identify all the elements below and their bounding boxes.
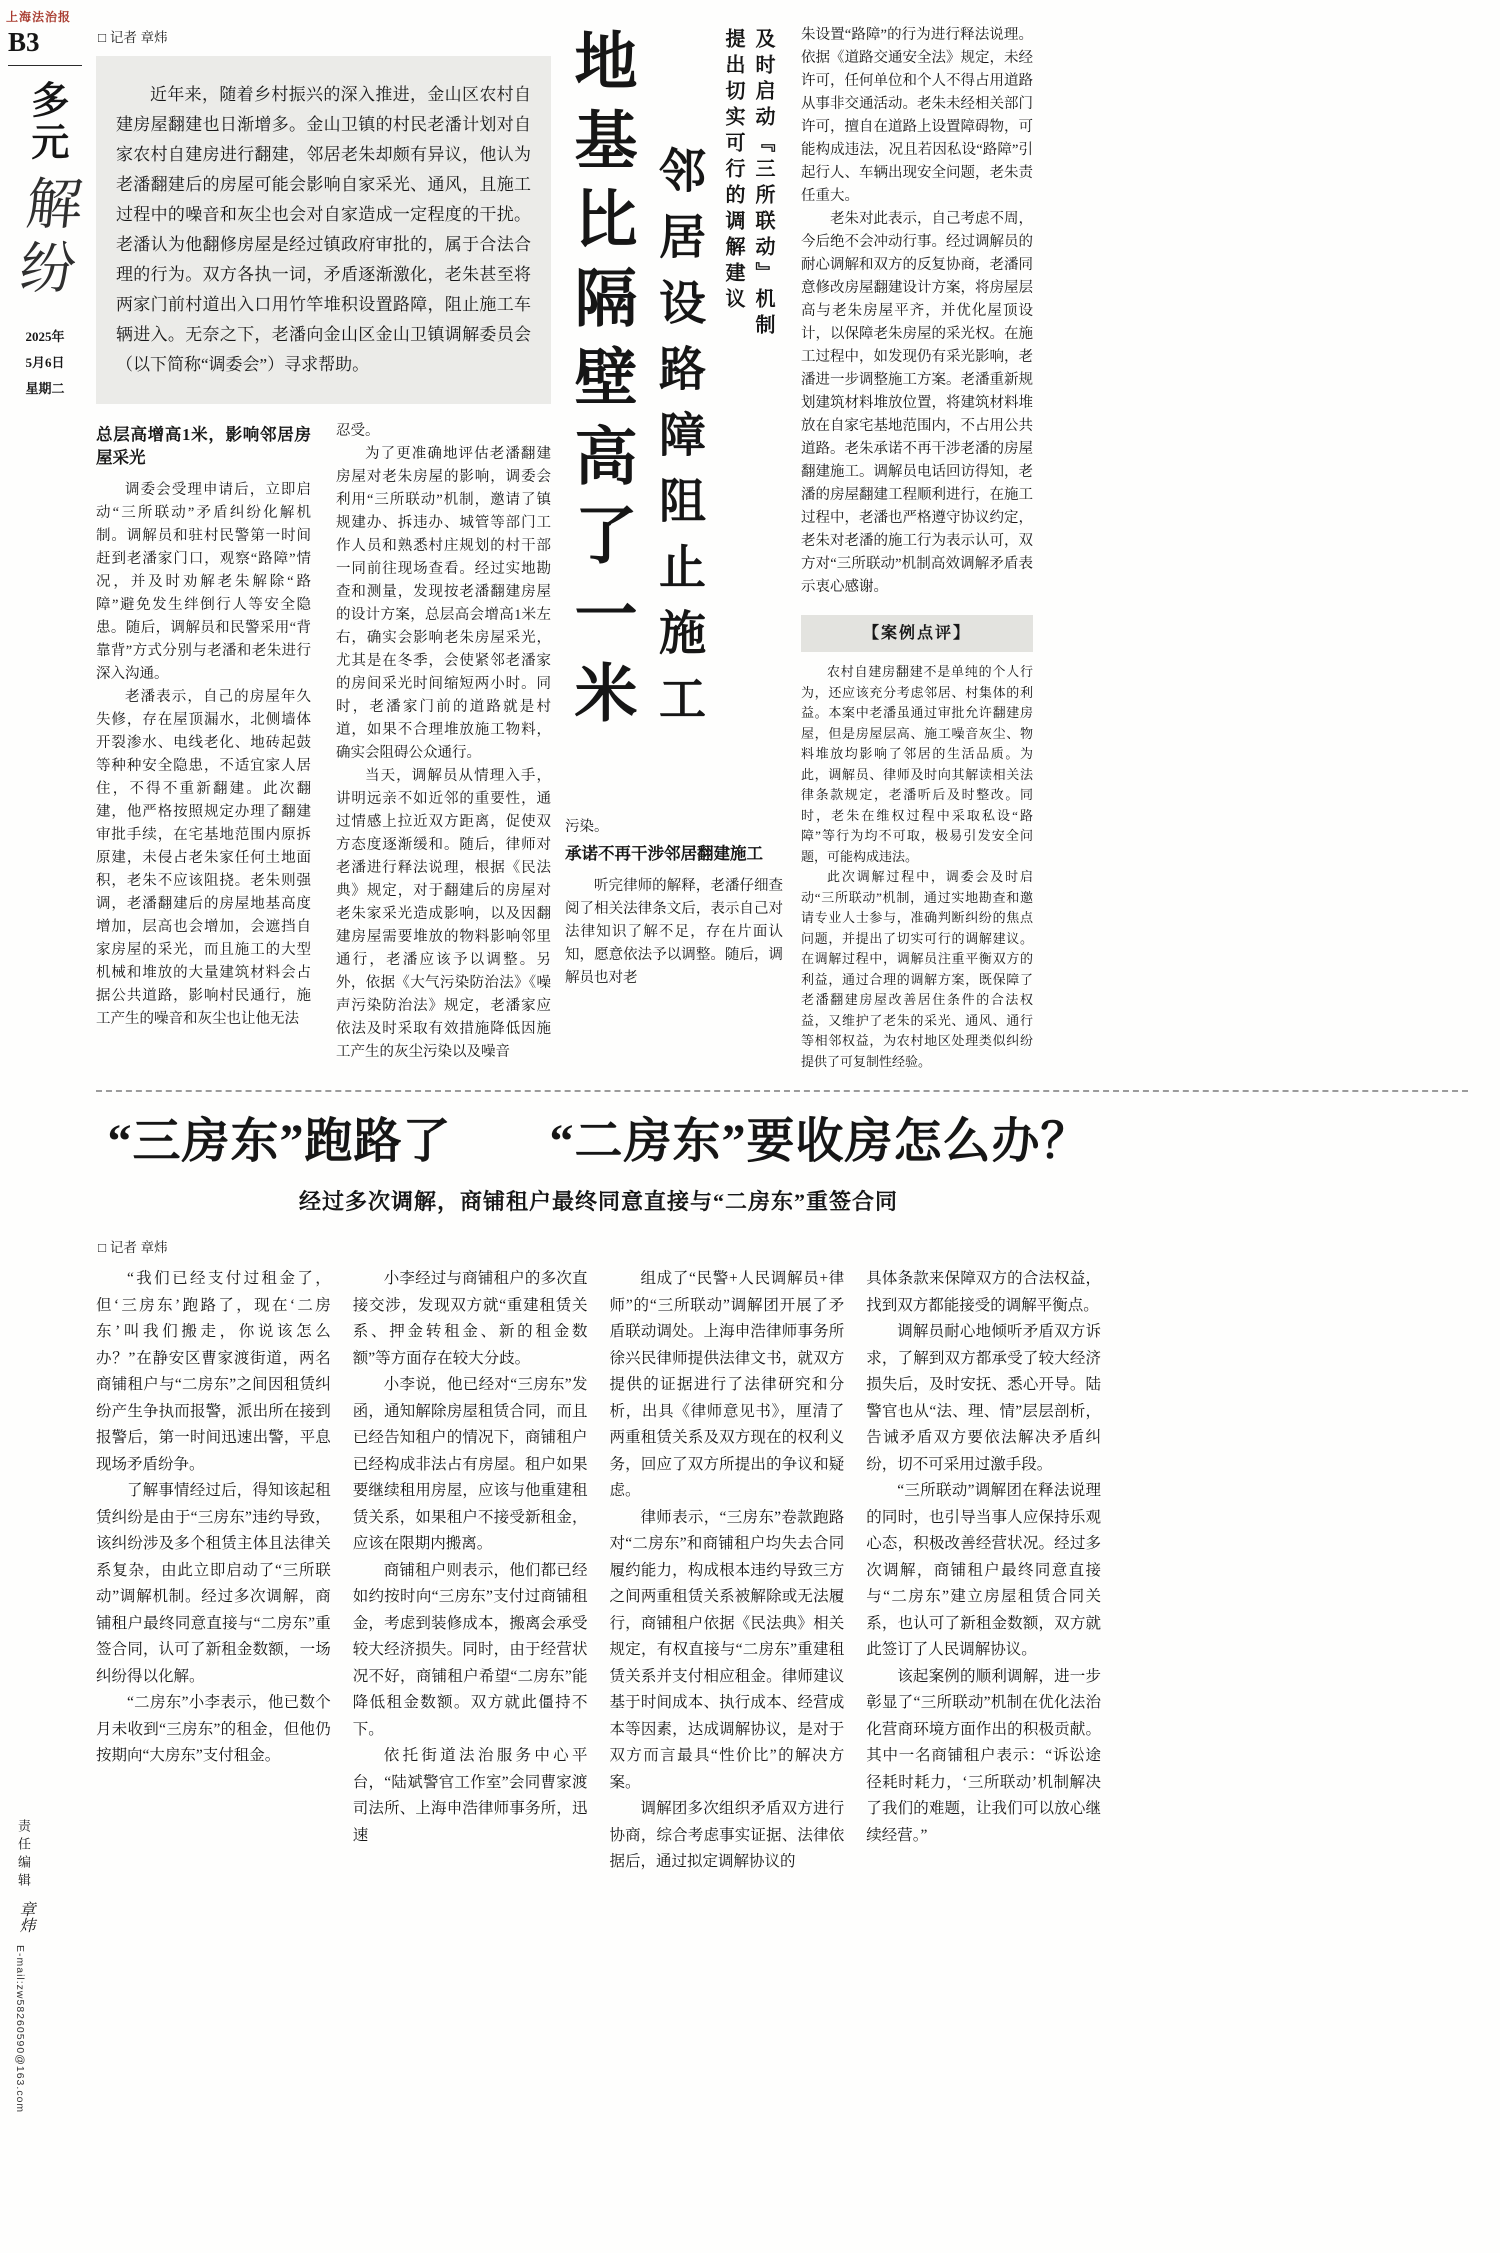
body-paragraph: 律师表示，“三房东”卷款跑路对“二房东”和商铺租户均失去合同履约能力，构成根本违约导致三方之间两重租赁关系被解除或无法履行，商铺租户依据《民法典》相关规定，有权直接与“二房东”重建租赁关系并支付相应租金。律师建议基于时间成本、执行成本、经营成本等因素，达成调解协议，是对于双方而言最具“性价比”的解决方案。 [609, 1508, 845, 1791]
body-paragraph: 老潘表示，自己的房屋年久失修，存在屋顶漏水，北侧墙体开裂渗水、电线老化、地砖起鼓等种种安全隐患，不适宜家人居住，不得不重新翻建。此次翻建，他严格按照规定办理了翻建审批手续，在宅基地范围内原拆原建，未侵占老朱家任何土地面积，老朱不应该阻挠。老朱则强调，老潘翻建后的房屋地基高度增加，层高也会增加，会遮挡自家房屋的采光，而且施工的大型机械和堆放的大量建筑材料会占据公共道路，影响村民通行，施工产生的噪音和灰尘也让他无法 [96, 689, 311, 1027]
bottom-article [96, 1114, 1101, 1876]
bottom-col-3 [610, 1266, 845, 1876]
top-article-columns [96, 420, 551, 1064]
body-paragraph: 调解团多次组织矛盾双方进行协商，综合考虑事实证据、法律依据后，通过拟定调解协议的 [609, 1800, 845, 1871]
date-weekday: 星期二 [25, 381, 65, 396]
body-paragraph-continuation: 忍受。 [336, 423, 380, 439]
section-heading-1: 总层高增高1米，影响邻居房屋采光 [96, 425, 311, 467]
top-byline: □ 记者 章炜 [98, 30, 168, 45]
body-paragraph: 组成了“民警+人民调解员+律师”的“三所联动”调解团开展了矛盾联动调处。上海申浩律师事务所徐兴民律师提供法律文书，就双方提供的证据进行了法律研究和分析，出具《律师意见书》，厘清了两重租赁关系及双方现在的权利义务，回应了双方所提出的争议和疑虑。 [609, 1270, 845, 1500]
body-paragraph: 调解员耐心地倾听矛盾双方诉求，了解到双方都承受了较大经济损失后，及时安抚、悉心开导。陆警官也从“法、理、情”层层剖析，告诫矛盾双方要依法解决矛盾纠纷，切不可采用过激手段。 [866, 1323, 1101, 1473]
bottom-subtitle: 经过多次调解，商铺租户最终同意直接与“二房东”重签合同 [298, 1189, 898, 1215]
section-title-jiefen: 解纷 [8, 174, 84, 302]
editor-label: 责任编辑 [16, 1818, 31, 1891]
bottom-byline: □ 记者 章炜 [98, 1240, 168, 1256]
body-paragraph: “我们已经支付过租金了，但‘三房东’跑路了，现在‘二房东’叫我们搬走，你说该怎么办？”在静安区曹家渡街道，两名商铺租户与“二房东”之间因租赁纠纷产生争执而报警，派出所在接到报警后，第一时间迅速出警，平息现场矛盾纷争。 [96, 1270, 331, 1473]
top-article-col-2 [336, 420, 551, 1064]
vertical-headline-block [565, 24, 778, 802]
section-title [6, 80, 84, 302]
dashed-divider [96, 1090, 1468, 1092]
kicker-line-1: 及时启动『三所联动』机制 [751, 28, 774, 340]
page-number: B3 [8, 27, 40, 57]
body-paragraph: 依托街道法治服务中心平台，“陆斌警官工作室”会同曹家渡司法所、上海申浩律师事务所，迅速 [352, 1747, 588, 1844]
editor-name: 章炜 [17, 1900, 34, 1933]
top-article-col-1 [96, 420, 311, 1064]
body-paragraph: “三所联动”调解团在释法说理的同时，也引导当事人应保持乐观心态，积极改善经营状况。经过多次调解，商铺租户最终同意直接与“二房东”建立房屋租赁合同关系，也认可了新租金数额，双方就此签订了人民调解协议。 [866, 1482, 1101, 1659]
top-article-left-zone [96, 24, 551, 1064]
case-commentary [801, 615, 1033, 1072]
date-block [6, 324, 84, 402]
body-paragraph-continuation: 具体条款来保障双方的合法权益，找到双方都能接受的调解平衡点。 [866, 1270, 1101, 1314]
top-article-col-3 [565, 816, 783, 990]
headline-secondary: 邻居设路障阻止施工 [651, 146, 704, 740]
commentary-heading: 【案例点评】 [801, 615, 1033, 652]
editor-email: E-mail:zw58260590@163.com [14, 1944, 26, 2113]
bottom-headline: “三房东”跑路了 “二房东”要收房怎么办？ [107, 1115, 1090, 1168]
body-paragraph-continuation: 朱设置“路障”的行为进行释法说理。依据《道路交通安全法》规定，未经许可，任何单位和个人不得占用道路从事非交通活动。老朱未经相关部门许可，擅自在道路上设置障碍物，可能构成违法，况且若因私设“路障”引起行人、车辆出现安全问题，老朱责任重大。 [801, 27, 1033, 204]
body-paragraph: 老朱对此表示，自己考虑不周，今后绝不会冲动行事。经过调解员的耐心调解和双方的反复协商，老潘同意修改房屋翻建设计方案，将房屋层高与老朱房屋平齐，并优化屋顶设计，以保障老朱房屋的采光权。在施工过程中，如发现仍有采光影响，老潘进一步调整施工方案。老潘重新规划建筑材料堆放位置，将建筑材料堆放在自家宅基地范围内，不占用公共道路。老朱承诺不再干涉老潘的房屋翻建施工。调解员电话回访得知，老潘的房屋翻建工程顺利进行，在施工过程中，老潘也严格遵守协议约定，老朱对老潘的施工行为表示认可，双方对“三所联动”机制高效调解矛盾表示衷心感谢。 [801, 211, 1033, 595]
body-paragraph: 了解事情经过后，得知该起租赁纠纷是由于“三房东”违约导致，该纠纷涉及多个租赁主体且法律关系复杂，由此立即启动了“三所联动”调解机制。经过多次调解，商铺租户最终同意直接与“二房东”重签合同，认可了新租金数额，一场纠纷得以化解。 [96, 1482, 331, 1685]
body-paragraph: 小李经过与商铺租户的多次直接交涉，发现双方就“重建租赁关系、押金转租金、新的租金数额”等方面存在较大分歧。 [352, 1270, 588, 1367]
lead-paragraph: 近年来，随着乡村振兴的深入推进，金山区农村自建房屋翻建也日渐增多。金山卫镇的村民老潘计划对自家农村自建房进行翻建，邻居老朱却颇有异议，他认为老潘翻建后的房屋可能会影响自家采光、通风，且施工过程中的噪音和灰尘也会对自家造成一定程度的干扰。老潘认为他翻修房屋是经过镇政府审批的，属于合法合理的行为。双方各执一词，矛盾逐渐激化，老朱甚至将两家门前村道出入口用竹竿堆积设置路障，阻止施工车辆进入。无奈之下，老潘向金山区金山卫镇调解委员会（以下简称“调委会”）寻求帮助。 [116, 85, 531, 374]
headline-main: 地基比隔壁高了一米 [565, 28, 636, 739]
section-heading-2: 承诺不再干涉邻居翻建施工 [565, 844, 763, 863]
commentary-paragraph: 农村自建房翻建不是单纯的个人行为，还应该充分考虑邻居、村集体的利益。本案中老潘虽通过审批允许翻建房屋，但是房屋层高、施工噪音灰尘、物料堆放均影响了邻居的生活品质。为此，调解员、律师及时向其解读相关法律条款规定，老潘听后及时整改。同时，老朱在维权过程中采取私设“路障”等行为均不可取，极易引发安全问题，可能构成违法。 [801, 664, 1033, 864]
body-paragraph-continuation: 污染。 [565, 819, 609, 835]
section-title-duoyuan: 多元 [24, 80, 67, 164]
sidebar-rule [8, 65, 82, 66]
top-article-mid-zone [565, 24, 783, 990]
body-paragraph: 为了更准确地评估老潘翻建房屋对老朱房屋的影响，调委会利用“三所联动”机制，邀请了镇规建办、拆违办、城管等部门工作人员和熟悉村庄规划的村干部一同前往现场查看。经过实地勘查和测量，发现按老潘翻建房屋的设计方案，总层高会增高1米左右，确实会影响老朱房屋采光，尤其是在冬季，会使紧邻老潘家的房间采光时间缩短两小时。同时，老潘家门前的道路就是村道，如果不合理堆放施工物料，确实会阻碍公众通行。 [336, 446, 551, 761]
body-paragraph: 听完律师的解释，老潘仔细查阅了相关法律条文后，表示自己对法律知识了解不足，存在片面认知，愿意依法予以调整。随后，调解员也对老 [565, 878, 783, 986]
top-article-col-4 [801, 24, 1033, 1072]
bottom-col-1 [96, 1266, 331, 1876]
bottom-col-4 [866, 1266, 1101, 1876]
body-paragraph: 调委会受理申请后，立即启动“三所联动”矛盾纠纷化解机制。调解员和驻村民警第一时间赶到老潘家门口，观察“路障”情况，并及时劝解老朱解除“路障”避免发生绊倒行人等安全隐患。随后，调解员和民警采用“背靠背”方式分别与老潘和老朱进行深入沟通。 [96, 482, 311, 682]
bottom-article-columns [96, 1266, 1101, 1876]
bottom-col-2 [353, 1266, 588, 1876]
date-year: 2025年 [25, 329, 65, 344]
sidebar [0, 0, 90, 2253]
body-paragraph: 该起案例的顺利调解，进一步彰显了“三所联动”机制在优化法治化营商环境方面作出的积极贡献。其中一名商铺租户表示：“诉讼途径耗时耗力，‘三所联动’机制解决了我们的难题，让我们可以放心继续经营。” [866, 1667, 1101, 1844]
body-paragraph: 小李说，他已经对“三房东”发函，通知解除房屋租赁合同，而且已经告知租户的情况下，商铺租户已经构成非法占有房屋。租户如果要继续租用房屋，应该与他重建租赁关系，如果租户不接受新租金，应该在限期内搬离。 [352, 1376, 588, 1553]
headline-kicker [718, 28, 778, 802]
kicker-line-2: 提出切实可行的调解建议 [721, 28, 744, 314]
body-paragraph: 当天，调解员从情理入手，讲明远亲不如近邻的重要性，通过情感上拉近双方距离，促使双方态度逐渐缓和。随后，律师对老潘进行释法说理，根据《民法典》规定，对于翻建后的房屋对老朱家采光造成影响，以及因翻建房屋需要堆放的物料影响邻里通行，老潘应该予以调整。另外，依据《大气污染防治法》《噪声污染防治法》规定，老潘家应依法及时采取有效措施降低因施工产生的灰尘污染以及噪音 [336, 768, 551, 1060]
editor-block [14, 1819, 37, 2113]
body-paragraph: “二房东”小李表示，他已数个月未收到“三房东”的租金，但他仍按期向“大房东”支付租金。 [96, 1694, 331, 1765]
body-paragraph: 商铺租户则表示，他们都已经如约按时向“三房东”支付过商铺租金，考虑到装修成本，搬离会承受较大经济损失。同时，由于经营状况不好，商铺租户希望“二房东”能降低租金数额。双方就此僵持不下。 [352, 1561, 588, 1738]
lead-paragraph-box [96, 56, 551, 404]
main-content [96, 24, 1468, 1876]
masthead-logo: 上海法治报 [6, 10, 72, 24]
top-article [96, 24, 1468, 1072]
commentary-paragraph: 此次调解过程中，调委会及时启动“三所联动”机制，通过实地勘查和邀请专业人士参与，准确判断纠纷的焦点问题，并提出了切实可行的调解建议。在调解过程中，调解员注重平衡双方的利益，通过合理的调解方案，既保障了老潘翻建房屋改善居住条件的合法权益，又维护了老朱的采光、通风、通行等相邻权益，为农村地区处理类似纠纷提供了可复制性经验。 [801, 869, 1033, 1069]
date-day: 5月6日 [25, 355, 65, 370]
